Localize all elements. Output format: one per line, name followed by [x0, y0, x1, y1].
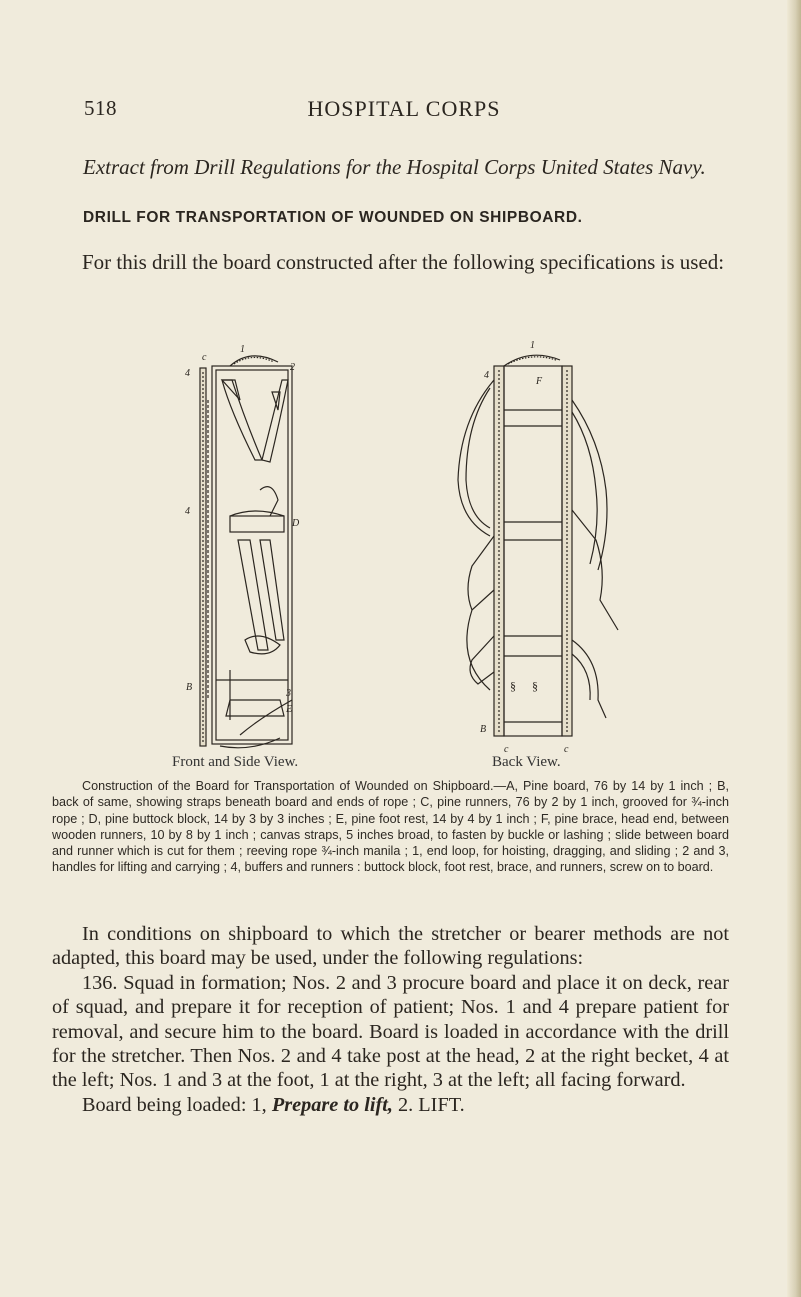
label-b-front: B	[186, 682, 193, 693]
label-b-back: B	[480, 724, 487, 735]
label-c-back-left: c	[504, 744, 509, 755]
back-view-label: Back View.	[492, 754, 561, 770]
label-4-front-top: 4	[185, 368, 190, 379]
board-figure	[160, 340, 620, 770]
front-view-drawing	[200, 356, 292, 748]
page-number: 518	[84, 96, 117, 120]
back-view-drawing	[458, 355, 618, 736]
label-c-back-right: c	[564, 744, 569, 755]
drill-title: DRILL FOR TRANSPORTATION OF WOUNDED ON SHIPBOARD.	[83, 209, 583, 226]
body-text	[52, 922, 729, 1117]
command-prefix: Board being loaded: 1,	[82, 1093, 267, 1116]
page-header	[84, 96, 724, 126]
page-edge	[787, 0, 801, 1297]
label-1-back: 1	[530, 340, 535, 351]
label-f: F	[536, 376, 543, 387]
label-c-front: c	[202, 352, 207, 363]
running-head: HOSPITAL CORPS	[307, 96, 501, 121]
command-emphasis: Prepare to lift,	[271, 1093, 393, 1116]
extract-line: Extract from Drill Regulations for the Hospital Corps United States Navy.	[83, 155, 706, 179]
label-e: E	[286, 704, 293, 715]
label-4-back: 4	[484, 370, 489, 381]
label-1-front: 1	[240, 344, 245, 355]
label-d: D	[292, 518, 300, 529]
figure-caption: Construction of the Board for Transportation of Wounded on Shipboard.—A, Pine board, 76 by 14 by 1 inch ; B, back of same, showing straps beneath board and ends of rope ; C, pine runners, 76 by 2 by 1 inch, grooved for ¾-inch rope ; D, pine buttock block, 14 by 3 by 3 inches ; E, pine foot rest, 14 by 4 by 1 inch ; F, pine brace, head end, between wooden runners, 10 by 8 by 1 inch ; canvas straps, 5 inches broad, to fasten by buckle or lashing ; slide between board and runner which is cut for them ; reeving rope ¾-inch manila ; 1, end loop, for hoisting, dragging, and sliding ; 2 and 3, handles for lifting and carrying ; 4, buffers and runners : buttock block, foot rest, brace, and runners, screw on to board.	[52, 779, 729, 875]
svg-text:§: §	[532, 679, 538, 693]
command-suffix: 2. LIFT.	[398, 1093, 465, 1116]
intro-paragraph: For this drill the board constructed after the following specifications is used:	[82, 250, 725, 274]
label-4-front-mid: 4	[185, 506, 190, 517]
label-3: 3	[286, 688, 291, 699]
svg-text:§: §	[510, 679, 516, 693]
command-line	[52, 1093, 729, 1117]
board-illustration	[160, 340, 620, 760]
body-paragraph-1: In conditions on shipboard to which the stretcher or bearer methods are not adapted, this board may be used, under the following regulations:	[52, 923, 729, 970]
label-2-front: 2	[290, 362, 295, 373]
front-view-label: Front and Side View.	[172, 754, 299, 770]
body-paragraph-2: 136. Squad in formation; Nos. 2 and 3 procure board and place it on deck, rear of squad, and prepare it for reception of patient; Nos. 1 and 4 prepare patient for removal, and secure him to the board. Board is loaded in accordance with the drill for the stretcher. Then Nos. 2 and 4 take post at the head, 2 at the right becket, 4 at the left; Nos. 1 and 3 at the foot, 1 at the right, 3 at the left; all facing forward.	[52, 971, 729, 1092]
